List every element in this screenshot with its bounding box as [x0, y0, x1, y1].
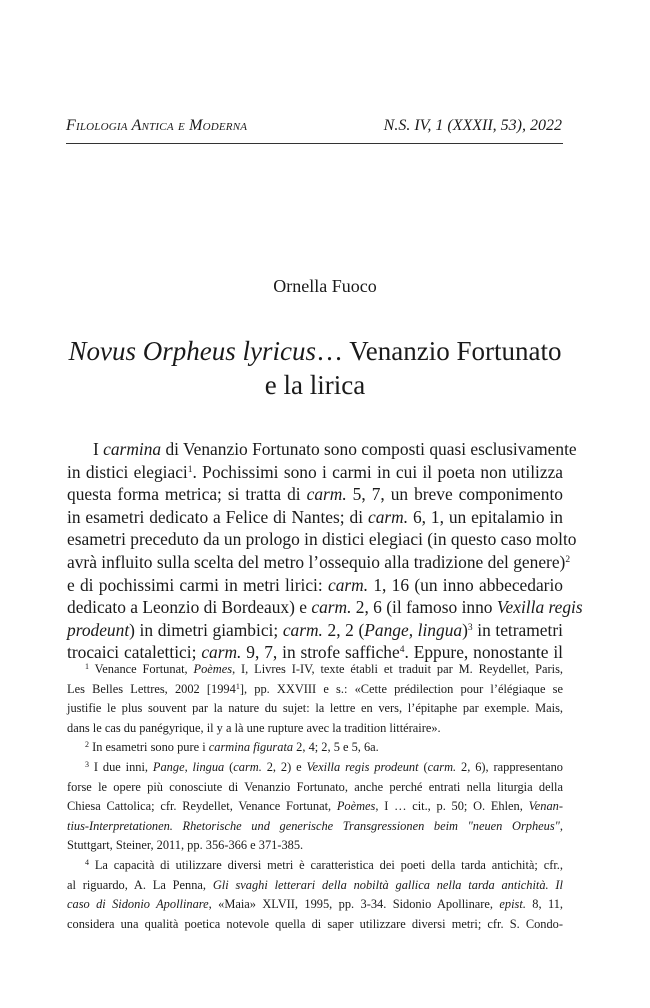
footnote-line	[67, 797, 563, 817]
footnote-line	[67, 680, 563, 700]
header-rule	[66, 143, 563, 144]
text-run: (	[224, 759, 234, 774]
text-run: carm.	[282, 619, 323, 640]
text-run: (	[418, 759, 428, 774]
text-run: carm.	[328, 574, 369, 595]
body-line	[67, 483, 563, 506]
footnote-ref: 2	[565, 554, 571, 565]
text-run: I due inni,	[89, 759, 153, 774]
text-run: 8, 11,	[525, 897, 563, 912]
text-run: In esametri sono pure i	[89, 740, 209, 755]
text-run: carm.	[233, 759, 262, 774]
text-run: Vexilla regis prodeunt	[306, 759, 419, 774]
text-run: al riguardo, A. La Penna,	[67, 877, 213, 892]
text-run: carm.	[367, 506, 409, 527]
text-run: La capacità di utilizzare diversi metri è caratteristica dei poeti della tarda antichità; cfr.,	[89, 857, 563, 872]
text-run: questa forma metrica; si tratta di	[67, 484, 307, 505]
body-line	[67, 596, 583, 619]
footnote-ref: 2	[85, 740, 89, 750]
text-run: carmina figurata	[208, 740, 294, 755]
text-run: justifie le plus souvent par la nature du sujet: la lettre en vers, l’épitaphe par exemple. Mais,	[67, 701, 563, 716]
text-run: Poèmes	[336, 799, 376, 814]
footnote-line	[67, 699, 563, 719]
text-run: )	[462, 619, 468, 640]
text-run: in esametri dedicato a Felice di Nantes; di	[67, 506, 368, 527]
text-run: considera una qualità poetica notevole quella di saper utilizzare diversi metri; cfr. S. Condo-	[67, 916, 563, 931]
text-run: epist.	[499, 897, 526, 912]
footnote-line	[67, 895, 563, 915]
text-run: . Eppure, nonostante il	[404, 642, 564, 663]
text-run: ], pp. XXVIII e s.: «Cette prédilection pour l’élégiaque se	[239, 681, 563, 696]
text-run: I	[93, 439, 104, 459]
footnote-line	[67, 836, 563, 856]
issue-info: N.S. IV, 1 (XXXII, 53), 2022	[383, 117, 562, 134]
text-run: , I, Livres I-IV, texte établi et traduit par M. Reydellet, Paris,	[232, 662, 563, 676]
body-line	[67, 551, 571, 574]
text-run: 2, 2 (	[322, 619, 365, 640]
text-run: Vexilla regis	[496, 597, 583, 618]
text-run: ,	[559, 818, 563, 833]
title-rest: Venanzio Fortunato	[343, 336, 562, 366]
text-run: Pange, lingua	[364, 619, 463, 640]
text-run: . Pochissimi sono i carmi in cui il poeta non utilizza	[192, 461, 564, 482]
author-name: Ornella Fuoco	[273, 276, 377, 296]
text-run: ) in dimetri giambici;	[129, 619, 283, 640]
body-line	[67, 461, 563, 484]
text-run: Stuttgart, Steiner, 2011, pp. 356-366 e 371-385.	[67, 838, 304, 853]
text-run: 1, 16 (un inno abbecedario	[368, 574, 563, 595]
running-header	[66, 117, 562, 139]
text-run: Les Belles Lettres, 2002 [1994	[67, 681, 236, 696]
text-run: 2, 4; 2, 5 e 5, 6a.	[293, 740, 379, 755]
footnote-ref: 1	[85, 662, 89, 671]
text-run: dedicato a Leonzio di Bordeaux) e	[67, 597, 312, 618]
text-run: prodeunt	[67, 619, 130, 640]
title-line-2: e la lirica	[264, 370, 366, 400]
body-text	[67, 438, 583, 664]
text-run: dans le cas du panégyrique, il y a là une rupture avec la tradition littéraire».	[67, 720, 441, 735]
text-run: Pange, lingua	[152, 759, 225, 774]
body-line	[67, 438, 577, 461]
body-line	[67, 528, 577, 551]
text-run: Gli svaghi letterari della nobiltà gallica nella tarda antichità. Il	[212, 877, 563, 892]
footnote-ref: 1	[235, 681, 240, 691]
footnote-line	[67, 876, 563, 896]
text-run: 9, 7, in strofe saffiche	[241, 642, 400, 663]
text-run: carm.	[201, 642, 242, 663]
footnote-line	[67, 719, 563, 739]
footnote-ref: 3	[467, 622, 473, 633]
body-line	[67, 506, 563, 529]
footnote-line	[67, 758, 563, 778]
body-line	[67, 574, 563, 597]
title-italic: Novus Orpheus lyricus	[68, 336, 316, 366]
journal-title: Filologia Antica e Moderna	[66, 117, 248, 134]
text-run: 6, 1, un epitalamio in	[408, 506, 563, 527]
footnote-line	[67, 660, 563, 680]
text-run: avrà influito sulla scelta del metro l’ossequio alla tradizione del genere)	[67, 551, 566, 572]
text-run: 2, 6 (il famoso inno	[351, 597, 497, 618]
footnote-line	[67, 817, 563, 837]
text-run: carmina	[103, 439, 162, 459]
text-run: di Venanzio Fortunato sono composti quasi esclusivamente	[161, 439, 577, 459]
text-run: carm.	[427, 759, 457, 774]
text-run: Venance Fortunat,	[89, 662, 194, 676]
text-run: forse le opere più conosciute di Venanzio Fortunato, anche perché entrati nella liturgia della	[67, 779, 563, 794]
footnote-line	[67, 856, 563, 876]
footnote-line	[67, 915, 563, 935]
text-run: 2, 2) e	[261, 759, 307, 774]
text-run: in tetrametri	[472, 619, 563, 640]
text-run: Chiesa Cattolica; cfr. Reydellet, Venance Fortunat,	[67, 799, 337, 814]
text-run: Venan-	[528, 799, 563, 814]
text-run: 2, 6), rappresentano	[456, 759, 564, 774]
article-title	[66, 334, 564, 402]
title-ellipsis: …	[316, 336, 343, 366]
footnote-ref: 1	[187, 464, 193, 475]
text-run: e di pochissimi carmi in metri lirici:	[67, 574, 328, 595]
text-run: , I … cit., p. 50; O. Ehlen,	[375, 799, 529, 814]
text-run: in distici elegiaci	[67, 461, 188, 482]
text-run: carm.	[306, 484, 347, 505]
footnotes	[67, 660, 563, 934]
text-run: Poèmes	[193, 662, 233, 676]
text-run: trocaici catalettici;	[67, 642, 202, 663]
footnote-ref: 4	[85, 857, 89, 867]
title-line-1	[66, 334, 564, 368]
text-run: esametri preceduto da un prologo in distici elegiaci (in questo caso molto	[67, 529, 577, 550]
text-run: , «Maia» XLVII, 1995, pp. 3-34. Sidonio Apollinare,	[208, 897, 500, 912]
footnote-ref: 4	[399, 645, 405, 656]
footnote-line	[67, 738, 563, 758]
text-run: tius-Interpretationen. Rhetorische und generische Transgressionen beim "neuen Orpheus"	[67, 818, 560, 833]
text-run: caso di Sidonio Apollinare	[67, 897, 209, 912]
body-line	[67, 619, 563, 642]
footnote-line	[67, 778, 563, 798]
text-run: carm.	[311, 597, 352, 618]
footnote-ref: 3	[85, 759, 89, 769]
text-run: 5, 7, un breve componimento	[346, 484, 563, 505]
